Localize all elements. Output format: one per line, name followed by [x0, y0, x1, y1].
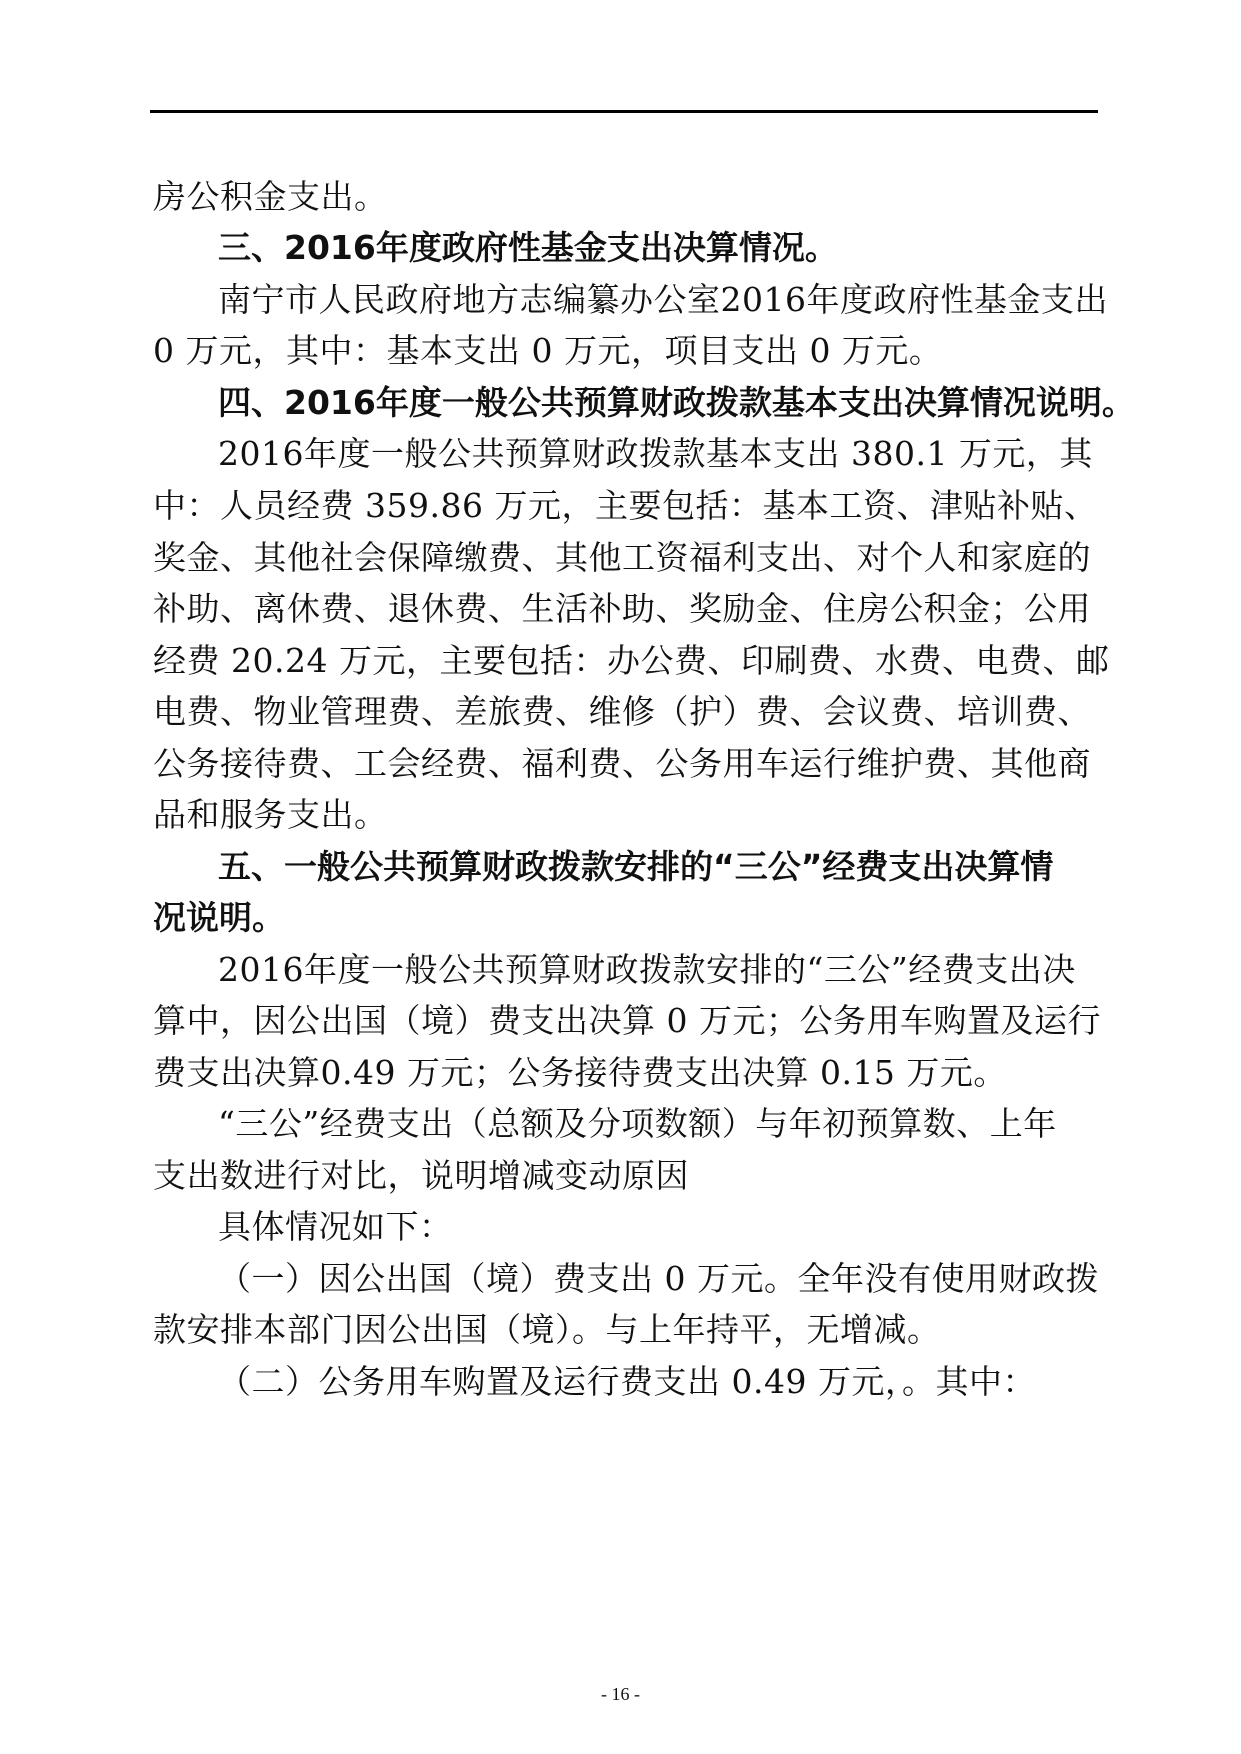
section-heading: 三、2016年度政府性基金支出决算情况。: [218, 228, 838, 267]
body-line: 算中，因公出国（境）费支出决算 0 万元；公务用车购置及运行: [153, 1001, 1101, 1040]
body-line: 房公积金支出。: [153, 177, 388, 216]
body-line: 支出数进行对比，说明增减变动原因: [153, 1156, 689, 1195]
body-line: “三公”经费支出（总额及分项数额）与年初预算数、上年: [218, 1104, 1057, 1143]
body-line: 费支出决算0.49 万元；公务接待费支出决算 0.15 万元。: [153, 1053, 1007, 1092]
section-heading: 五、一般公共预算财政拨款安排的“三公”经费支出决算情: [218, 847, 1054, 886]
header-rule: [150, 110, 1098, 113]
body-line: 经费 20.24 万元，主要包括：办公费、印刷费、水费、电费、邮: [153, 641, 1110, 680]
body-line: 0 万元，其中：基本支出 0 万元，项目支出 0 万元。: [153, 331, 943, 370]
body-line: （一）因公出国（境）费支出 0 万元。全年没有使用财政拨: [218, 1259, 1099, 1298]
page-number: - 16 -: [601, 1684, 640, 1704]
body-line: （二）公务用车购置及运行费支出 0.49 万元，。其中：: [218, 1362, 1036, 1401]
body-line: 公务接待费、工会经费、福利费、公务用车运行维护费、其他商: [153, 744, 1091, 783]
body-line: 品和服务支出。: [153, 795, 388, 834]
body-line: 南宁市人民政府地方志编纂办公室2016年度政府性基金支出: [218, 280, 1108, 319]
body-line: 奖金、其他社会保障缴费、其他工资福利支出、对个人和家庭的: [153, 538, 1091, 577]
body-line: 中：人员经费 359.86 万元，主要包括：基本工资、津贴补贴、: [153, 486, 1098, 525]
body-line: 款安排本部门因公出国（境）。与上年持平，无增减。: [153, 1310, 941, 1349]
body-line: 电费、物业管理费、差旅费、维修（护）费、会议费、培训费、: [153, 692, 1091, 731]
section-heading: 四、2016年度一般公共预算财政拨款基本支出决算情况说明。: [218, 383, 1135, 422]
section-heading: 况说明。: [153, 898, 285, 937]
body-line: 补助、离休费、退休费、生活补助、奖励金、住房公积金；公用: [153, 589, 1091, 628]
body-line: 2016年度一般公共预算财政拨款基本支出 380.1 万元，其: [218, 434, 1093, 473]
body-line: 具体情况如下：: [218, 1207, 453, 1246]
body-line: 2016年度一般公共预算财政拨款安排的“三公”经费支出决: [218, 950, 1076, 989]
